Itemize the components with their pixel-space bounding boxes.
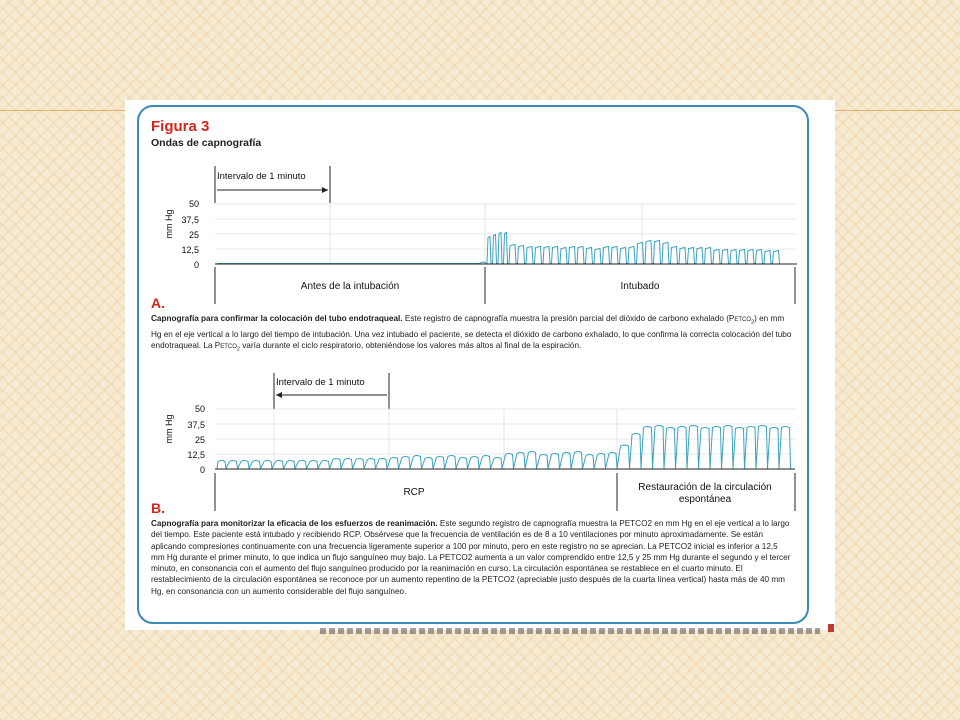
caption-b — [151, 518, 793, 597]
caption-a — [151, 313, 793, 356]
caption-a-sub-4: 2 — [236, 346, 240, 353]
segment-label-b-rosc-2: espontánea — [678, 494, 732, 505]
y-tick-b-37: 37,5 — [187, 420, 205, 430]
caption-b-title: Capnografía para monitorizar la eficacia de los esfuerzos de reanimación. — [151, 519, 438, 528]
segment-label-b-rosc-1: Restauración de la circulación — [638, 482, 772, 493]
y-tick-a-50: 50 — [188, 199, 199, 209]
interval-label-b: Intervalo de 1 minuto — [276, 377, 365, 388]
figure-frame — [137, 105, 809, 624]
y-tick-b-25: 25 — [194, 435, 205, 445]
caption-a-title: Capnografía para confirmar la colocación del tubo endotraqueal. — [151, 314, 403, 323]
decorative-line-left — [0, 110, 140, 111]
caption-a-body-1: Este registro de capnografía muestra la presión parcial del dióxido de carbono exhalado (P — [402, 314, 735, 323]
section-letter-b: B. — [151, 500, 165, 516]
y-tick-b-12: 12,5 — [187, 450, 205, 460]
capnography-chart-b — [139, 369, 807, 514]
gridlines-a — [215, 204, 797, 264]
y-axis-label-b: mm Hg — [164, 414, 174, 444]
y-tick-a-37: 37,5 — [181, 215, 199, 225]
caption-a-sub-2: 2 — [751, 319, 755, 326]
caption-a-body-2: ) en mm Hg en el eje vertical a lo largo del tiempo de intubación. Una vez intubado el paciente, se detecta el dióxido de carbono exhalado, lo que confirma la correcta colocación del tubo endotraqueal. La P — [151, 314, 792, 351]
interval-label-a: Intervalo de 1 minuto — [217, 171, 306, 182]
caption-b-body: Este segundo registro de capnografía muestra la PETCO2 en mm Hg en el eje vertical a lo largo del tiempo. Este paciente está intubado y recibiendo RCP. Obsérvese que la frecuencia de ventilación es de 8 a 10 ventilaciones por minuto aproximadamente. Se están aplicando compresiones continuamente con una frecuencia ligeramente superior a 100 por minuto, pero en este registro no se aprecian. La PETCO2 inicial es inferior a 12,5 mm Hg durante el primer minuto, lo que indica un flujo sanguíneo muy bajo. La PETCO2 aumenta a un valor comprendido entre 12,5 y 25 mm Hg durante el segundo y el tercer minuto, en consonancia con el aumento del flujo sanguíneo producido por la reanimación en curso. La circulación espontánea se restablece en el cuarto minuto. El restablecimiento de la circulación espontánea se reconoce por un aumento repentino de la PETCO2 (apreciable justo después de la cuarta línea vertical) hasta más de 40 mm Hg, en consonancia con un aumento considerable del flujo sanguíneo. — [151, 519, 791, 596]
interval-arrowhead-a — [322, 187, 328, 193]
y-tick-a-0: 0 — [193, 260, 199, 270]
caption-a-body-3: varía durante el ciclo respiratorio, obteniéndose los valores más altos al final de la espiración. — [239, 341, 582, 351]
interval-arrowhead-b — [276, 392, 282, 398]
gridlines-b — [215, 409, 795, 469]
caption-a-sub-1: ETCO — [734, 317, 752, 323]
y-axis-label-a: mm Hg — [164, 209, 174, 239]
segment-label-a-intubated: Intubado — [620, 281, 660, 292]
segment-label-b-rcp: RCP — [403, 487, 425, 498]
segment-label-a-before: Antes de la intubación — [300, 281, 400, 292]
y-tick-b-0: 0 — [199, 465, 205, 475]
figure-title: Figura 3 — [151, 118, 210, 135]
capnography-waveform-a — [217, 233, 780, 264]
caption-a-sub-3: ETCO — [220, 344, 237, 351]
section-letter-a: A. — [151, 295, 165, 311]
y-tick-a-12: 12,5 — [181, 245, 199, 255]
capnography-chart-a — [139, 159, 807, 309]
figure-subtitle: Ondas de capnografía — [151, 137, 262, 149]
footer-mark — [828, 624, 834, 632]
y-tick-a-25: 25 — [188, 230, 199, 240]
footer-reference-strip — [320, 628, 820, 634]
y-tick-b-50: 50 — [194, 404, 205, 414]
